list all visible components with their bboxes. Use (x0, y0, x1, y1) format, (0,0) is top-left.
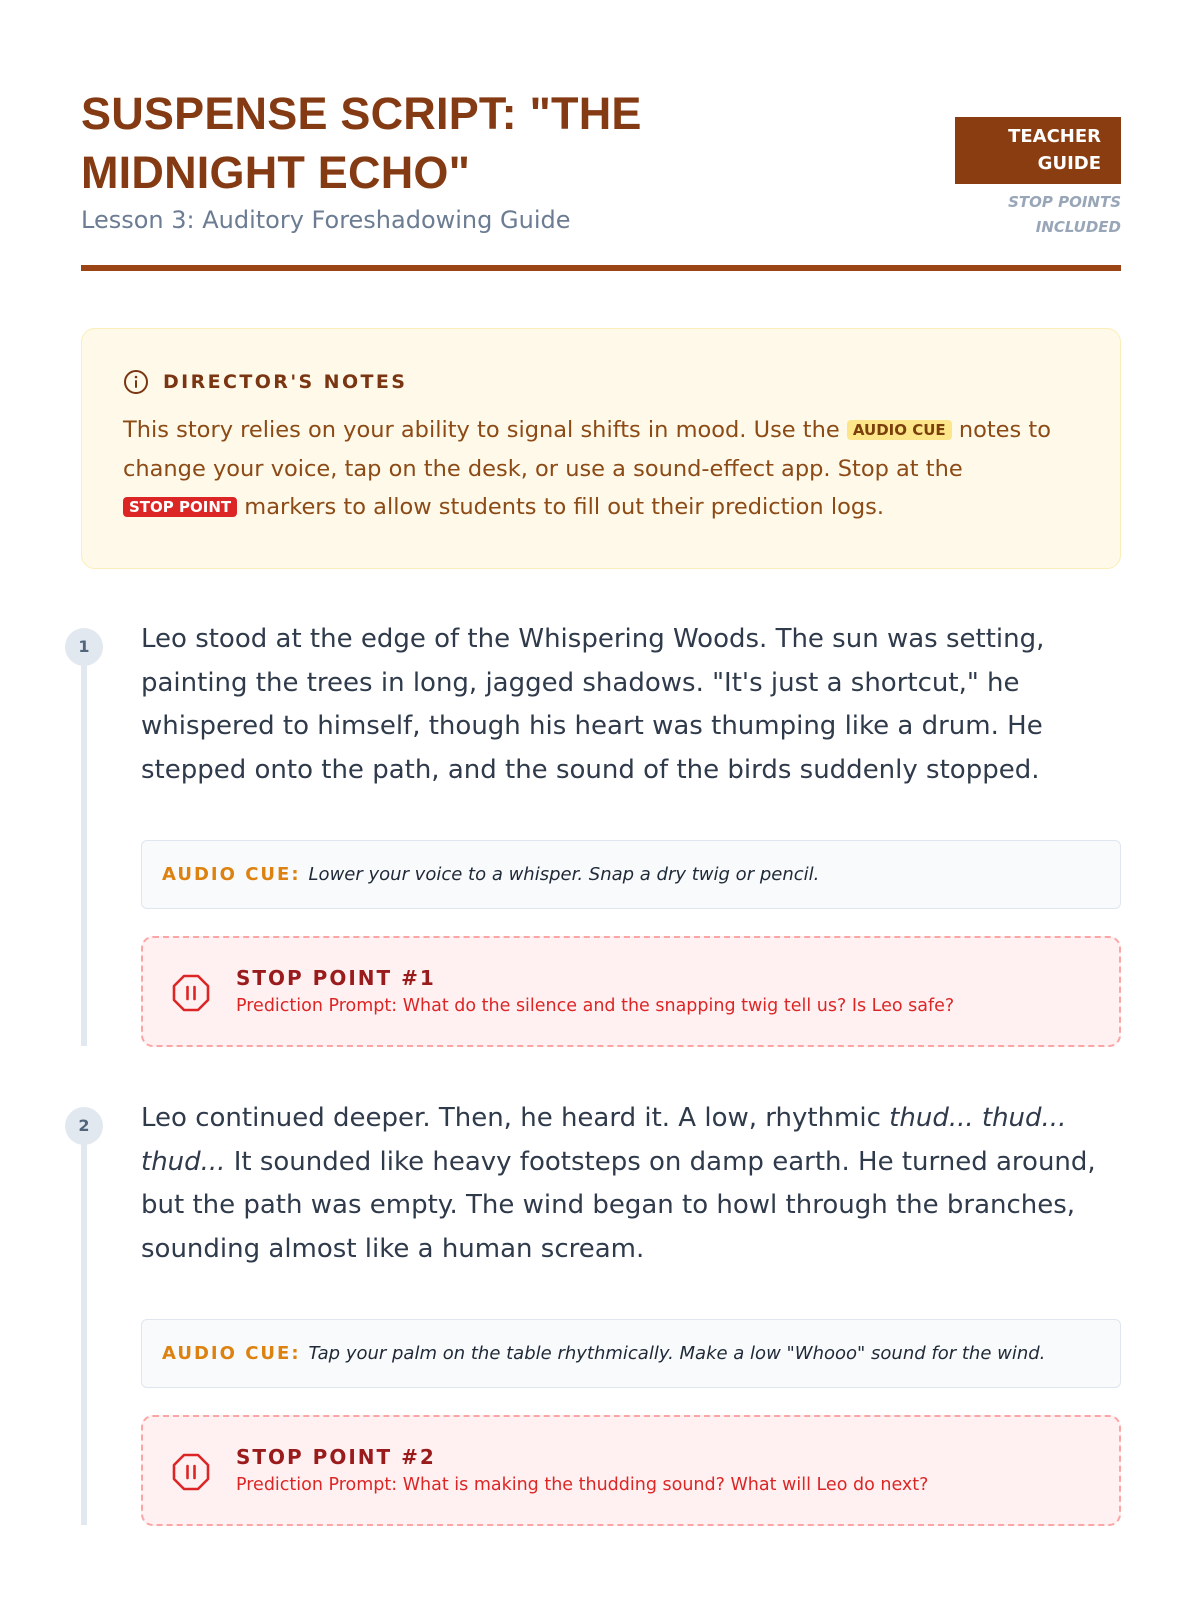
audio-cue-chip: AUDIO CUE (847, 420, 952, 440)
stop-point-title: STOP POINT #2 (236, 1445, 436, 1469)
audio-cue-box (141, 840, 1121, 909)
page-header (81, 84, 1121, 274)
page-title: SUSPENSE SCRIPT: "THE MIDNIGHT ECHO" (81, 88, 642, 198)
prediction-prompt: Prediction Prompt: What do the silence and the snapping twig tell us? Is Leo safe? (236, 996, 955, 1016)
directors-notes-text (123, 411, 1080, 527)
stop-point-title: STOP POINT #1 (236, 966, 436, 990)
page-subtitle: Lesson 3: Auditory Foreshadowing Guide (81, 206, 571, 234)
prediction-prompt: Prediction Prompt: What is making the thudding sound? What will Leo do next? (236, 1475, 929, 1495)
teacher-guide-badge: TEACHER GUIDE (955, 117, 1121, 184)
info-circle-icon (123, 369, 149, 395)
stop-point-chip: STOP POINT (123, 497, 237, 517)
stop-points-note: STOP POINTS INCLUDED (1008, 193, 1121, 236)
stop-point-box (141, 936, 1121, 1047)
stop-point-box (141, 1415, 1121, 1526)
directors-notes-label: DIRECTOR'S NOTES (163, 371, 408, 393)
audio-cue-label: AUDIO CUE: (162, 1343, 301, 1364)
passage-text-italic: thud... thud... thud... (141, 1103, 1067, 1177)
step-number: 1 (65, 628, 103, 666)
notes-text-part3: markers to allow students to fill out their prediction logs. (237, 494, 885, 520)
step-number: 2 (65, 1107, 103, 1145)
audio-cue-text: Lower your voice to a whisper. Snap a dry twig or pencil. (308, 864, 820, 885)
notes-text-part2: notes to change your voice, tap on the desk, or use a sound-effect app. Stop at the (123, 417, 1051, 482)
story-passage (141, 1097, 1131, 1271)
passage-text-before: Leo continued deeper. Then, he heard it. A low, rhythmic (141, 1103, 890, 1133)
pause-octagon-icon (171, 1452, 211, 1492)
audio-cue-label: AUDIO CUE: (162, 864, 301, 885)
notes-text-part1: This story relies on your ability to signal shifts in mood. Use the (123, 417, 847, 443)
audio-cue-box (141, 1319, 1121, 1388)
pause-octagon-icon (171, 973, 211, 1013)
passage-text-after: It sounded like heavy footsteps on damp earth. He turned around, but the path was empty. The wind began to howl through the branches, sounding almost like a human scream. (141, 1146, 1096, 1264)
story-passage: Leo stood at the edge of the Whispering Woods. The sun was setting, painting the trees in long, jagged shadows. "It's just a shortcut," he whispered to himself, though his heart was thumping like a drum. He stepped onto the path, and the sound of the birds suddenly stopped. (141, 624, 1045, 785)
story-section-1 (78, 624, 1121, 1048)
directors-notes-box (81, 328, 1121, 569)
story-section-2 (78, 1103, 1121, 1527)
timeline-line (81, 646, 87, 1046)
audio-cue-text: Tap your palm on the table rhythmically. Make a low "Whooo" sound for the wind. (308, 1343, 1046, 1364)
header-divider (81, 265, 1121, 271)
directors-notes-header (123, 367, 1080, 397)
timeline-line (81, 1125, 87, 1525)
